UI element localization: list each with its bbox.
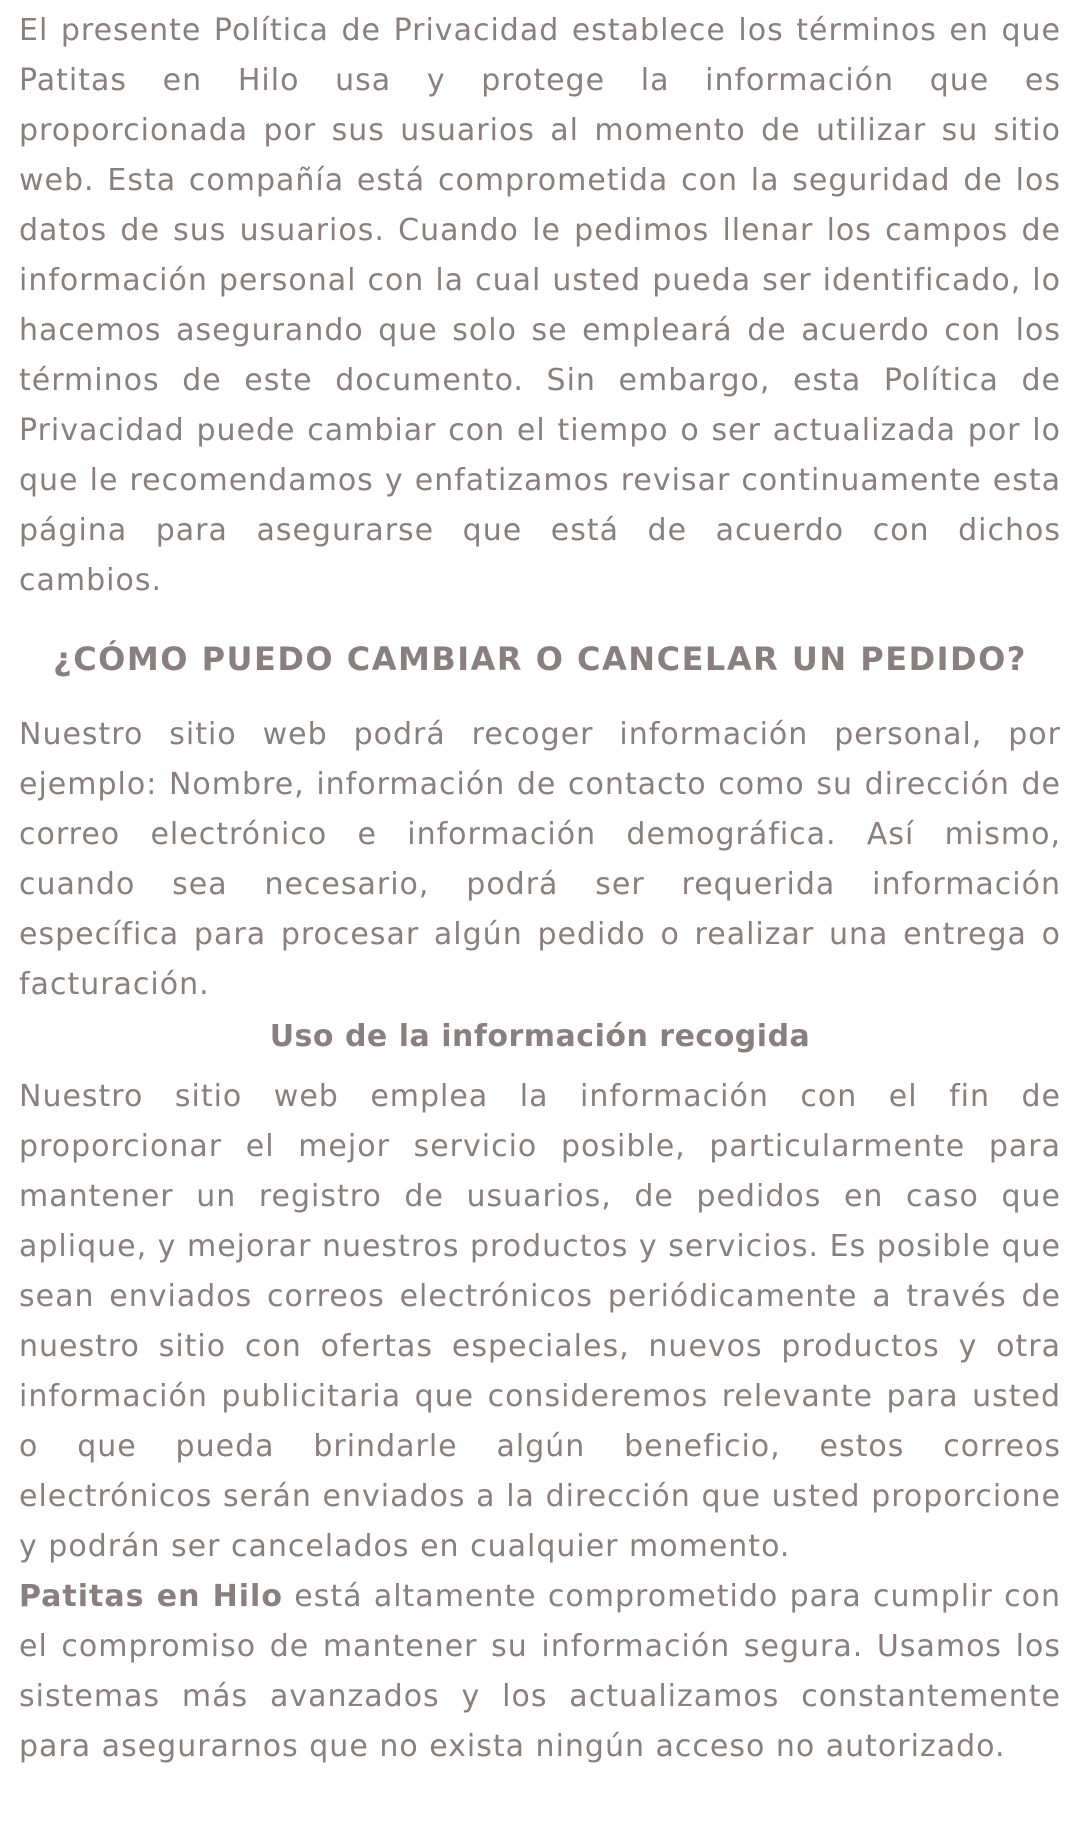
change-order-paragraph: Nuestro sitio web podrá recoger información personal, por ejemplo: Nombre, información de contacto como su dirección de correo electrónico e información demográfica. Así mismo, cuando sea necesario, podrá ser requerida información específica para procesar algún pedido o realizar una entrega o facturación. <box>19 717 1061 1002</box>
privacy-intro-paragraph: El presente Política de Privacidad establece los términos en que Patitas en Hilo usa y protege la información que es proporcionada por sus usuarios al momento de utilizar su sitio web. Esta compañía está comprometida con la seguridad de los datos de sus usuarios. Cuando le pedimos llenar los campos de información personal con la cual usted pueda ser identificado, lo hacemos asegurando que solo se empleará de acuerdo con los términos de este documento. Sin embargo, esta Política de Privacidad puede cambiar con el tiempo o ser actualizada por lo que le recomendamos y enfatizamos revisar continuamente esta página para asegurarse que está de acuerdo con dichos cambios. <box>19 13 1061 598</box>
privacy-policy-content <box>19 6 1061 1772</box>
brand-name: Patitas en Hilo <box>19 1579 283 1614</box>
change-order-heading: ¿CÓMO PUEDO CAMBIAR O CANCELAR UN PEDIDO? <box>53 640 1027 678</box>
use-info-heading: Uso de la información recogida <box>269 1019 811 1054</box>
use-info-paragraph: Nuestro sitio web emplea la información con el fin de proporcionar el mejor servicio posible, particularmente para mantener un registro de usuarios, de pedidos en caso que aplique, y mejorar nuestros productos y servicios. Es posible que sean enviados correos electrónicos periódicamente a través de nuestro sitio con ofertas especiales, nuevos productos y otra información publicitaria que consideremos relevante para usted o que pueda brindarle algún beneficio, estos correos electrónicos serán enviados a la dirección que usted proporcione y podrán ser cancelados en cualquier momento. <box>19 1079 1061 1564</box>
security-paragraph <box>19 1572 1061 1772</box>
security-text: está altamente comprometido para cumplir con el compromiso de mantener su información segura. Usamos los sistemas más avanzados y los actualizamos constantemente para asegurarnos que no exista ningún acceso no autorizado. <box>19 1579 1061 1764</box>
